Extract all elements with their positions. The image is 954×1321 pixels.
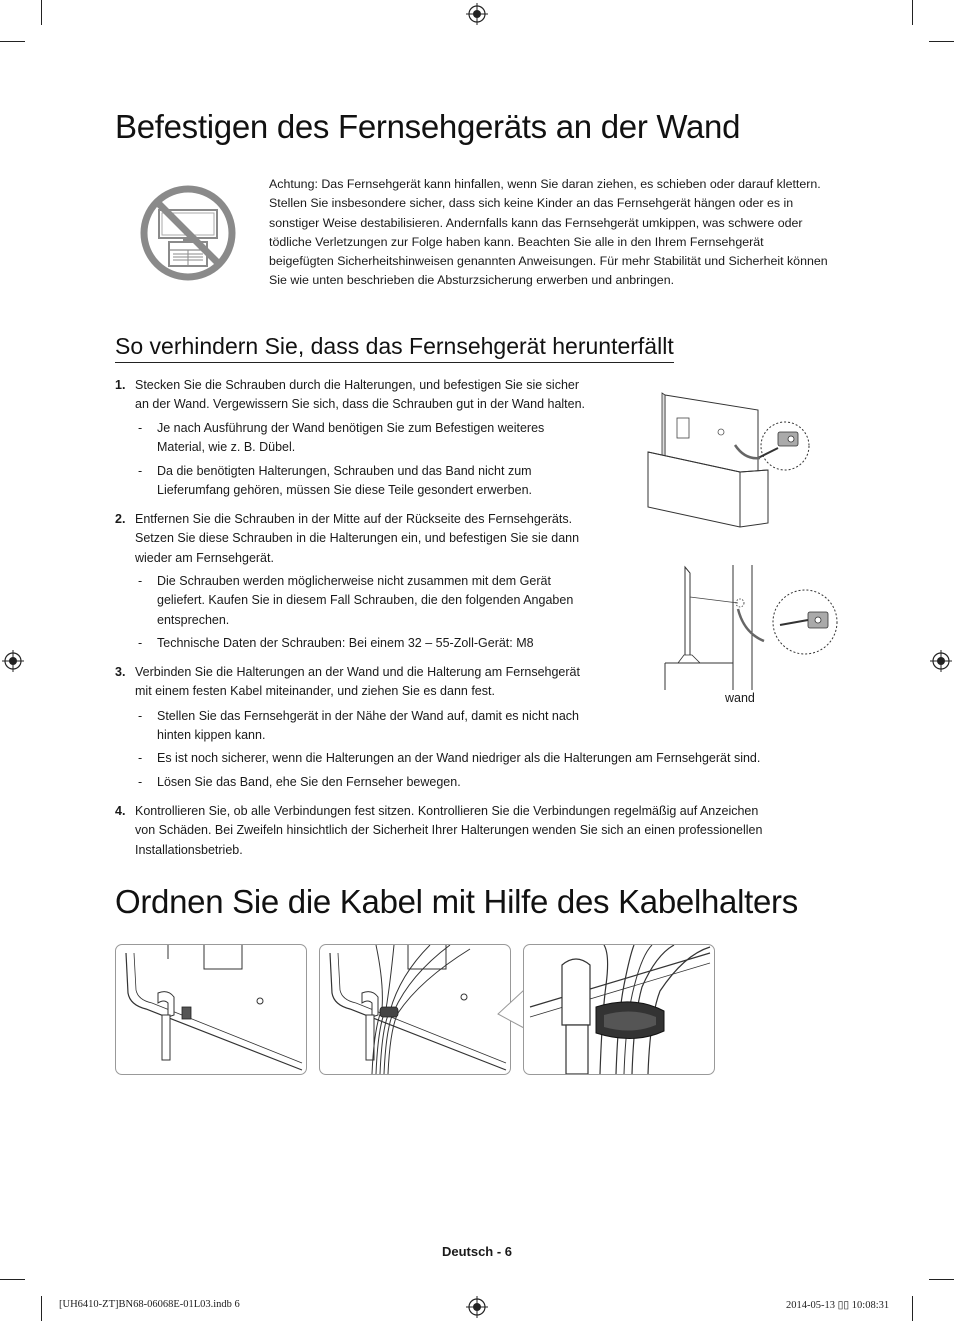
crop-mark [41,0,42,25]
callout-pointer-icon [496,990,526,1030]
registration-mark-icon [930,650,952,672]
print-slug-file: [UH6410-ZT]BN68-06068E-01L03.indb 6 [59,1299,240,1310]
registration-mark-icon [466,1296,488,1318]
tv-back-bracket-illustration [640,390,810,530]
crop-mark [929,41,954,42]
cable-holder-closeup-icon [524,945,714,1074]
page-title: Befestigen des Fernsehgeräts an der Wand [115,108,741,145]
warning-text: Achtung: Das Fernsehgerät kann hinfallen, wenn Sie daran ziehen, es schieben oder darauf klettern. Stellen Sie insbesondere sicher, dass sich keine Kinder an das Fernsehgerät hängen oder es in sonstiger Weise destabilisieren. Andernfalls kann das Fernsehgerät umkippen, was schwere oder tödliche Verletzungen zur Folge haben kann. Beachten Sie alle in den Ihrem Fernsehgerät beigefügten Sicherheitshinweisen genannten Anweisungen. Für mehr Stabilität und Sicherheit können Sie wie unten beschrieben die Absturzsicherung erwerben und anbringen. [269,177,828,288]
wall-label: wand [725,691,755,705]
print-slug-date: 2014-05-13 ▯▯ 10:08:31 [786,1300,890,1311]
crop-mark [912,0,913,25]
page-number: Deutsch - 6 [441,1244,513,1259]
registration-mark-icon [2,650,24,672]
crop-mark [912,1296,913,1321]
tv-back-cable-holder-icon [116,945,306,1074]
cable-section-title: Ordnen Sie die Kabel mit Hilfe des Kabelhalters [115,883,798,920]
cable-holder-closeup-illustration [523,944,715,1075]
tv-wall-side-illustration [660,565,845,690]
section-title: So verhindern Sie, dass das Fernsehgerät herunterfällt [115,333,674,363]
registration-mark-icon [466,3,488,25]
tv-back-cables-bundled-icon [320,945,510,1074]
cable-holder-step-1-illustration [115,944,307,1075]
cable-holder-step-2-illustration [319,944,511,1075]
crop-mark [41,1296,42,1321]
crop-mark [0,41,25,42]
no-climbing-tv-warning-icon [139,184,237,282]
crop-mark [929,1279,954,1280]
crop-mark [0,1279,25,1280]
